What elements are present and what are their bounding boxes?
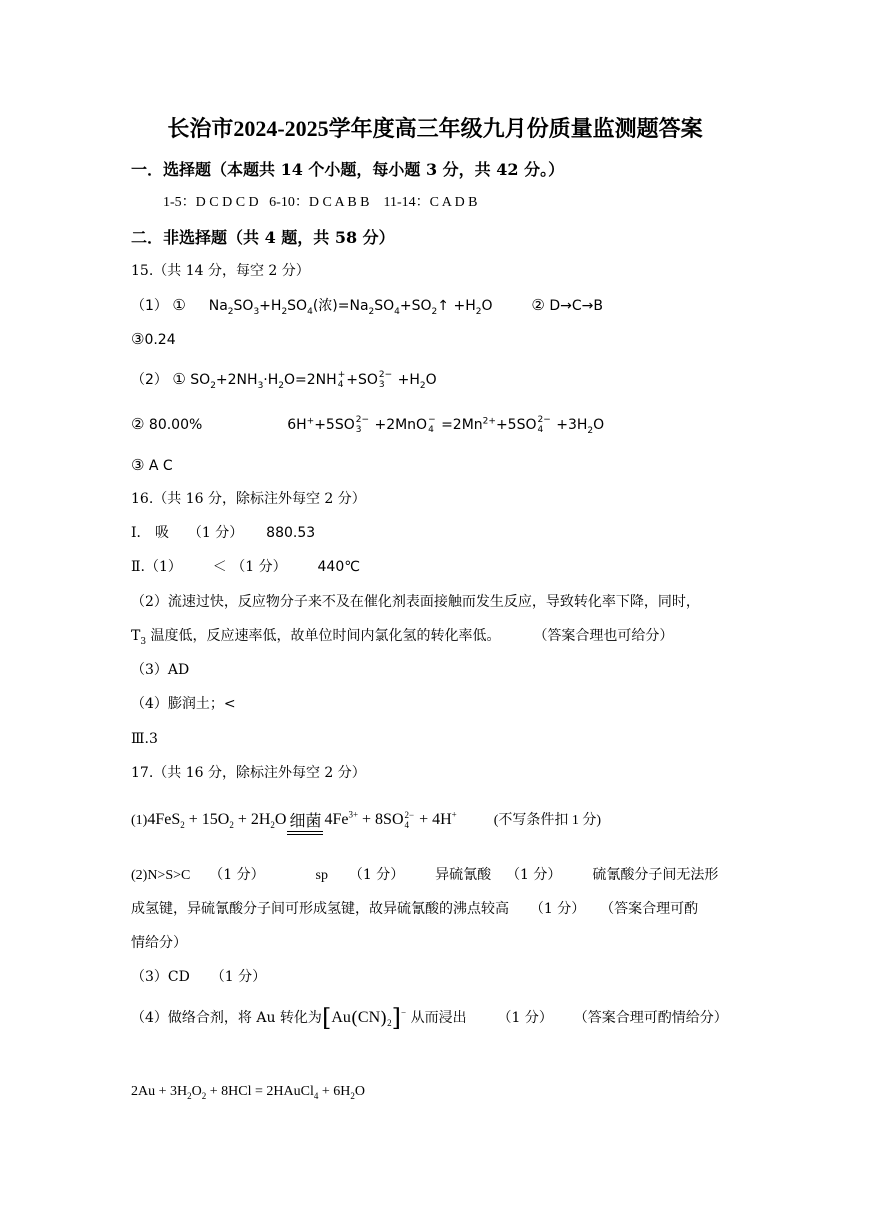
q16-part2-line2: $T_3$ 温度低，反应速率低，故单位时间内氯化氢的转化率低。 （答案合理也可给分） <box>131 628 674 647</box>
q17-p1-condition: 细菌 <box>287 813 323 841</box>
section1-heading: 一．选择题（本题共 14 个小题，每小题 3 分，共 42 分。） <box>131 160 565 179</box>
q16-ii-value: 440℃ <box>317 559 360 575</box>
q17-p2-sp: sp <box>315 868 328 883</box>
q15-p1-circle-2: ② <box>531 296 545 314</box>
q17-part2-line1: (2)N>S>C （1 分） sp （1 分） 异硫氰酸 （1 分） 硫氰酸分子间无法形 <box>131 867 719 883</box>
q15-p1-label: （1） <box>131 298 168 314</box>
q17-final-equation: $2Au + 3H_2O_2 + 8HCl$ = 2HAuCl$_4$ + $6H_2O$ <box>131 1084 365 1101</box>
q17-p1-label: (1) <box>131 813 148 828</box>
q17-p1-equation: $4FeS_2 + 15O_2 + 2H_2O$ 细菌 $4Fe^{3+} + 8SO$ 2− 4 + 4H+ <box>147 811 456 828</box>
q17-part4: （4）做络合剂，将 Au 转化为$[Au(CN)_2]^-$ 从而浸出 （1 分） （答案合理可酌情给分） <box>131 1004 728 1032</box>
q16-part-i <box>131 524 315 542</box>
section1-answers: 1-5：D C D C D 6-10：D C A B B 11-14：C A D B <box>163 195 478 210</box>
q15-part2-line2 <box>131 415 604 435</box>
q16-i-answer: 吸 <box>154 525 169 541</box>
q16-ii-label: Ⅱ.（1） <box>131 559 182 575</box>
q15-p2-answer-3: A C <box>148 458 173 474</box>
q17-p2-label: (2)N>S>C <box>131 868 191 883</box>
q15-p2-ionic-equation: 6H++5SO 2− 3 +2MnO − 4 $=2Mn^{2+}+5SO$ 2− 4 $+3H_2O$ <box>287 415 605 436</box>
q16-part4: （4）膨润土；< <box>131 696 236 712</box>
q15-p2-answer-2: 80.00% <box>148 417 203 433</box>
q15-p2-circle-1: ① <box>172 370 186 388</box>
page-title: 长治市2024-2025学年度高三年级九月份质量监测题答案 <box>167 116 703 141</box>
q16-part2-note: （答案合理也可给分） <box>533 628 674 644</box>
q15-part1-line3 <box>131 330 176 349</box>
q17-p4-complex-ion: $[Au(CN)_2]^-$ <box>321 1004 407 1032</box>
q15-header: 15.（共 14 分，每空 2 分） <box>131 263 310 279</box>
q15-p1-equation: $Na_2SO_3+H_2SO_4$(浓)$=Na_2SO_4+SO_2↑ +H_2O$ <box>208 298 493 317</box>
q16-part2-line1: （2）流速过快，反应物分子来不及在催化剂表面接触而发生反应，导致转化率下降，同时， <box>131 594 700 610</box>
q16-part3: （3）AD <box>131 662 190 678</box>
q15-p1-answer-3: 0.24 <box>144 332 176 348</box>
section2-heading: 二．非选择题（共 4 题，共 58 分） <box>131 228 395 247</box>
q16-ii-points: （1 分） <box>231 559 287 575</box>
q16-i-label: Ⅰ． <box>131 525 151 541</box>
q15-part2-line3 <box>131 456 173 475</box>
q16-i-points: （1 分） <box>187 525 244 541</box>
q16-ii-answer: ＜ <box>212 559 227 575</box>
q17-p1-note: (不写条件扣 1 分) <box>493 813 602 828</box>
q15-p2-equation: $SO_2+2NH_3\cdot H_2O=2NH$ + 4 +SO 2− 3 $+H_2O$ <box>190 370 437 391</box>
q16-i-value: 880.53 <box>266 525 316 541</box>
q17-part2-line2: 成氢键，异硫氰酸分子间可形成氢键，故异硫氰酸的沸点较高 （1 分） （答案合理可酌 <box>131 901 699 917</box>
q17-part2-line3: 情给分） <box>131 935 187 951</box>
q15-p2-circle-3: ③ <box>131 456 145 474</box>
q15-p1-circle-3: ③ <box>131 330 145 348</box>
q16-part-ii-1 <box>131 558 360 576</box>
q15-p2-circle-2: ② <box>131 415 145 433</box>
q16-header: 16.（共 16 分，除标注外每空 2 分） <box>131 491 366 507</box>
q17-header: 17.（共 16 分，除标注外每空 2 分） <box>131 765 366 781</box>
q17-p2-answer3: 异硫氰酸 <box>435 867 492 883</box>
q15-p2-label: （2） <box>131 372 168 388</box>
q15-part1-line <box>131 296 603 315</box>
q15-part2-line <box>131 370 437 390</box>
q17-part1-line <box>131 800 601 840</box>
q17-part3: （3）CD （1 分） <box>131 969 267 985</box>
q15-p1-answer-2: D→C→B <box>549 298 603 314</box>
q15-p1-circle-1: ① <box>172 296 186 314</box>
q16-part-iii: Ⅲ.3 <box>131 731 158 747</box>
